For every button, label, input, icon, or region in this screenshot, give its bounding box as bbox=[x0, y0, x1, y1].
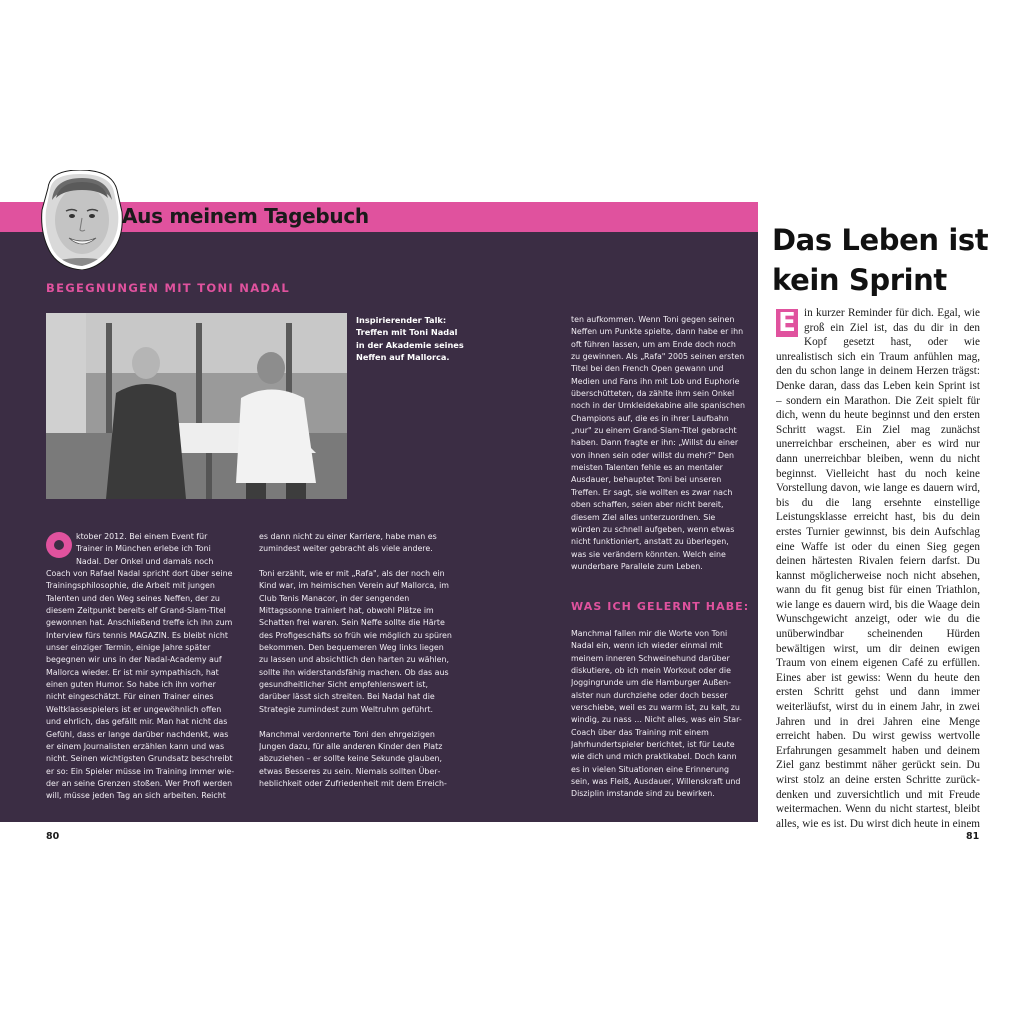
paragraph: es dann nicht zu einer Karriere, habe man es zumindest weiter gebracht als viele andere. bbox=[259, 532, 437, 554]
author-portrait bbox=[40, 170, 124, 270]
paragraph: ten aufkommen. Wenn Toni gegen seinen Neffen um Punkte spielte, dann habe er ihn oft führen lassen, um am Ende doch noch zu gewinnen. Als „Rafa" 2005 seinen ersten Titel bei den French Open gewann und Medien und Fans ihn mit Lob und Euphorie überschütteten, da zählte ihm sein Onkel noch in der Umkleidekabine alle spanischen Champions auf, die es in ihrer Laufbahn „nur" zu einem Grand-Slam-Titel gebracht haben. Dann fragte er ihn: „Willst du einer von ihnen sein oder willst du mehr?" Den meisten Talenten fehle es an mentaler Ausdauer, behauptet Toni bei unseren Treffen. Er sagt, sie wollten es zwar nach oben schaffen, seien aber nicht bereit, diesem Ziel alles unterzuordnen. Sie würden zu schnell aufgeben, wenn etwas nicht funktioniert, anstatt zu überlegen, was sie verändern könnten. Welch eine wunderbare Parallele zum Leben. bbox=[571, 315, 745, 571]
article-column-1 bbox=[46, 531, 236, 801]
page-number-left: 80 bbox=[46, 831, 60, 842]
article-kicker: BEGEGNUNGEN MIT TONI NADAL bbox=[46, 281, 291, 295]
article-photo bbox=[46, 313, 347, 499]
article-column-3 bbox=[571, 314, 745, 584]
lesson-subhead: WAS ICH GELERNT HABE: bbox=[571, 600, 750, 613]
right-body bbox=[776, 306, 980, 831]
article-column-3-lower bbox=[571, 628, 745, 803]
paragraph: Manchmal verdonnerte Toni den ehrgeizigen Jungen dazu, für alle anderen Kinder den Platz abzuziehen – er sollte keine Sekunde glauben, etwas Besseres zu sein. Niemals sollten Überheblichkeit oder Zufriedenheit mit dem Erreich- bbox=[259, 729, 447, 788]
article-column-2 bbox=[259, 531, 455, 801]
page-number-right: 81 bbox=[966, 831, 980, 842]
paragraph: ktober 2012. Bei einem Event für Trainer in München erlebe ich Toni Nadal. Der Onkel und damals noch Coach von Rafael Nadal spricht dort über seine Trainingsphilosophie, die Arbeit mit jungen Talenten und den Weg seines Neffen, der zu diesem Zeitpunkt bereits elf Grand-Slam-Titel gewonnen hat. Anschließend treffe ich ihn zum Interview fürs tennis MAGAZIN. Es bleibt nicht unser einziger Termin, einige Jahre später begegnen wir uns in der Nadal-Academy auf Mallorca wieder. Er ist mir sympathisch, hat einen guten Humor. So habe ich ihn vorher nicht eingeschätzt. Für einen Trainer eines Weltklassespielers ist er ungewöhnlich offen und ehrlich, das gefällt mir. Man hat nicht das Gefühl, dass er lange darüber nachdenkt, was er einem Journalisten erzählen kann und was nicht. Seinen wichtigsten Grundsatz beschreibt er so: Ein Spieler müsse im Training immer wieder an seine Grenzen stoßen. Wer Profi werden will, müsse jeden Tag an sich arbeiten. Reicht bbox=[46, 532, 235, 801]
photo-caption: Inspirierender Talk: Treffen mit Toni Nadal in der Akademie seines Neffen auf Mallorca. bbox=[356, 315, 464, 362]
paragraph: Manchmal fallen mir die Worte von Toni Nadal ein, wenn ich wieder einmal mit meinem inneren Schweinehund darüber diskutiere, ob ich mein Workout oder die Joggingrunde um die Hamburger Außenalster nun durchziehe oder doch besser verschiebe, weil es zu warm ist, zu kalt, zu windig, zu nass … Nicht alles, was ein Star-Coach über das Training mit einem Jahrhundertspieler berichtet, ist für Leute wie dich und mich praktikabel. Doch kann es in vielen Situationen eine Erinnerung sein, was Fleiß, Ausdauer, Willenskraft und Disziplin imstande sind zu bewirken. bbox=[571, 629, 742, 799]
paragraph: Toni erzählt, wie er mit „Rafa", als der noch ein Kind war, im heimischen Verein auf Mallorca, im Club Tenis Manacor, in der sengenden Mittagssonne trainiert hat, obwohl Plätze im Schatten frei waren. Sein Neffe sollte die Härte des Profigeschäfts so früh wie möglich zu spüren bekommen. Den bequemeren Weg links liegen zu lassen und absichtlich den harten zu wählen, sollte ihn widerstandsfähig machen. Ob das aus gesundheitlicher Sicht empfehlenswert ist, darüber lässt sich streiten. Bei Nadal hat die Strategie zumindest zum Weltruhm geführt. bbox=[259, 569, 452, 714]
dropcap-o bbox=[46, 532, 72, 558]
body-text: in kurzer Reminder für dich. Egal, wie groß ein Ziel ist, das du dir in den Kopf gesetzt hast, oder wie unrealistisch sich ein Traum anfühlen mag, den du schon lange in deinem Herzen trägst: Denke daran, dass das Leben kein Sprint ist – sondern ein Marathon. Die Zeit spielt für dich, wenn du heute beginnst und den ersten Schritt wagst. Ein Ziel mag zunächst unerreichbar erscheinen, aber es wird nur dann unerreichbar bleiben, wenn du nicht beginnst. Vielleicht hast du noch keine Vorstellung davon, wie lange es dauern wird, bis du die lang ersehnte einstellige Leistungsklasse erreicht hast, bis du dein erstes Turnier gewinnst, bis dein Aufschlag eine Waffe ist oder du einen Sieg gegen deinen härtesten Rivalen feiern darfst. Du kannst möglicherweise noch nicht absehen, wann du fit genug bist für einen Triathlon, wie lange es dauern wird, bis die Waage dein Wunschgewicht anzeigt, oder wie du die unüberwindbar scheinenden Hürden bewältigen wirst, um dir deinen ewigen Traum von einem eigenen Café zu erfüllen. Eines aber ist gewiss: Wenn du heute den ersten Schritt gehst und dann immer weiterläufst, wirst du in einem Jahr, in zwei Jahren und in drei Jahren eine Menge erreicht haben. Du wirst gewiss wertvolle Erfahrungen gesammelt haben und deinem Ziel ganz bestimmt näher gerückt sein. Du wirst stolz an deine ersten Schritte zurückdenken und zuversichtlich und mit Freude weitermachen. Wenn du nicht startest, bleibt alles, wie es ist. Du wirst dich heute in einem bbox=[776, 307, 980, 830]
dropcap-e: E bbox=[776, 309, 798, 337]
section-title: Aus meinem Tagebuch bbox=[122, 204, 369, 228]
right-headline: Das Leben ist kein Sprint bbox=[772, 223, 989, 297]
